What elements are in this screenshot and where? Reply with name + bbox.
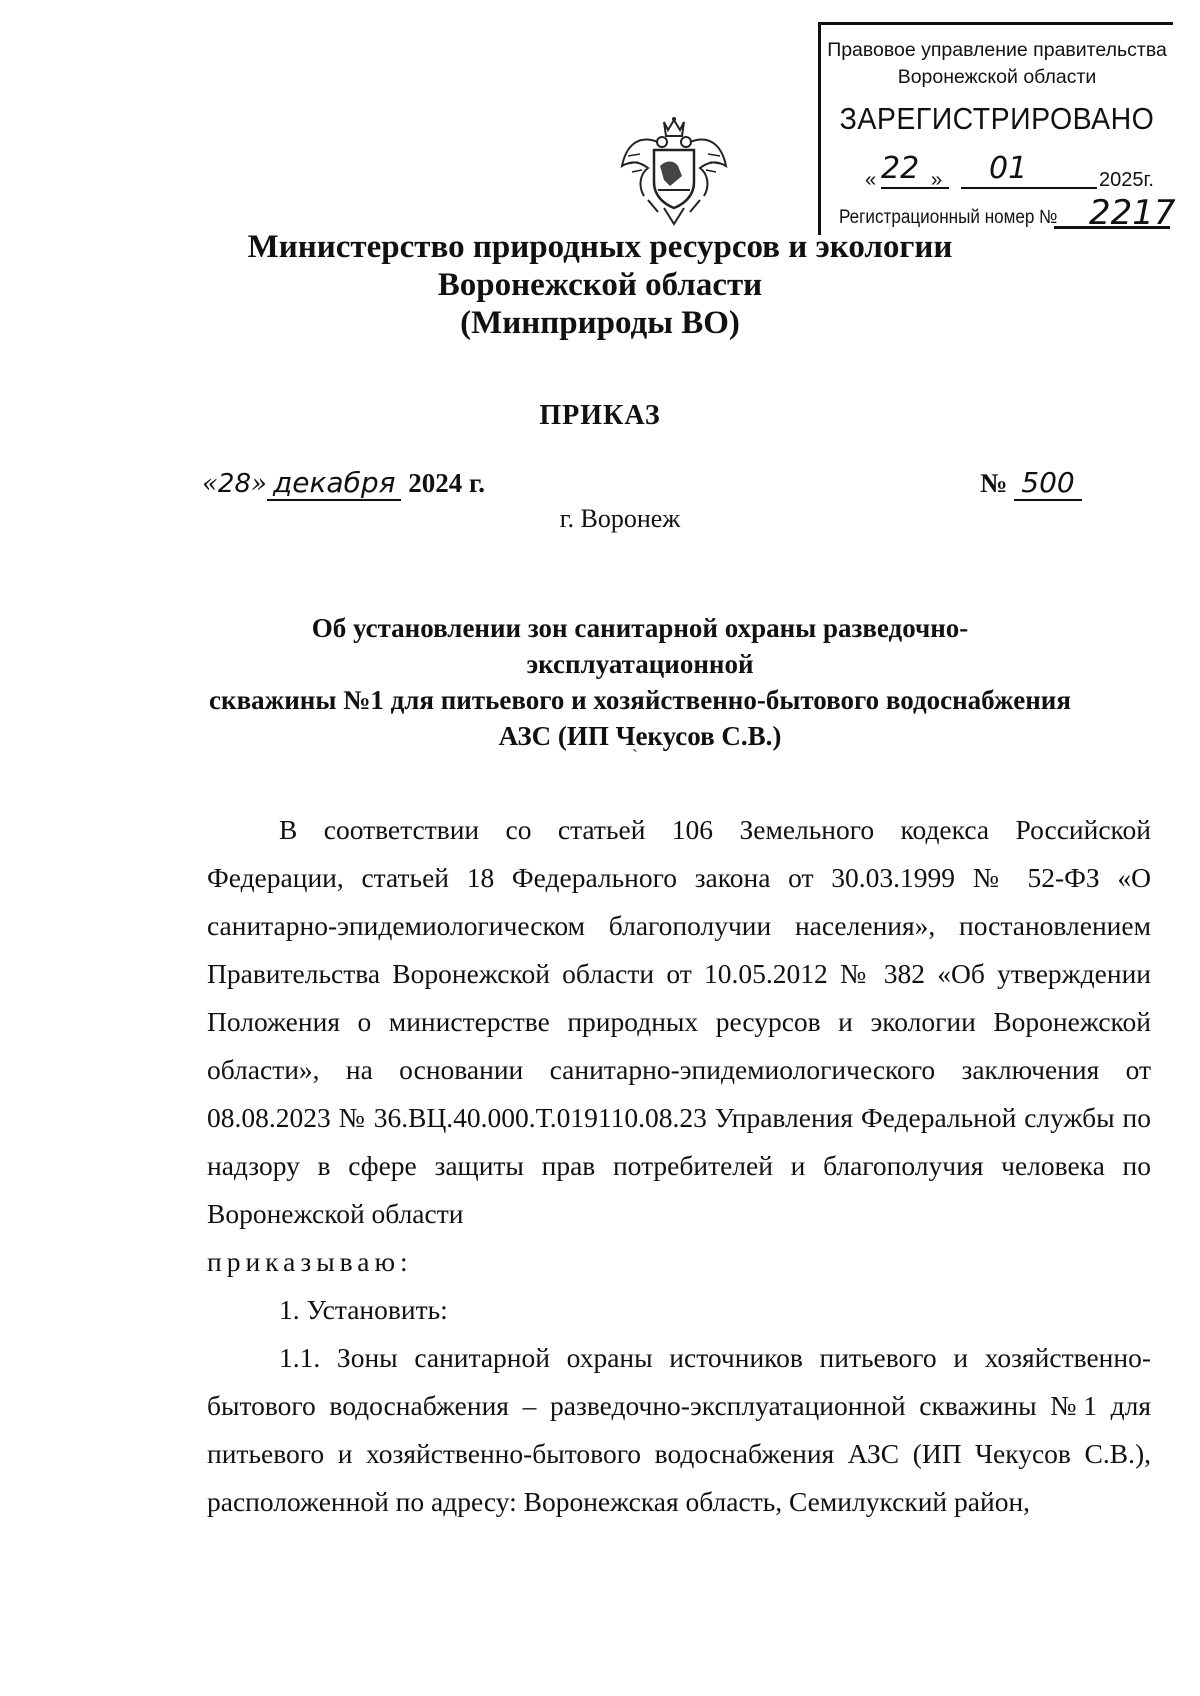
- stamp-registered-title: ЗАРЕГИСТРИРОВАНО: [839, 101, 1155, 136]
- date-year: 2024 г.: [408, 468, 485, 498]
- order-body: [207, 806, 1151, 1526]
- stamp-day-underline: [881, 187, 949, 189]
- ministry-header: [180, 228, 1020, 342]
- order-title: ПРИКАЗ: [539, 400, 661, 431]
- stamp-month: 01: [989, 151, 1028, 186]
- preamble-paragraph: В соответствии со статьей 106 Земельного кодекса Российской Федерации, статьей 18 Федерального закона от 30.03.1999 № 52-ФЗ «О санитарно-эпидемиологическом благополучии населения», постановлением Правительства Воронежской области от 10.05.2012 № 382 «Об утверждении Положения о министерстве природных ресурсов и экологии Воронежской области», на основании санитарно-эпидемиологического заключения от 08.08.2023 № 36.ВЦ.40.000.Т.019110.08.23 Управления Федеральной службы по надзору в сфере защиты прав потребителей и благополучия человека по Воронежской области: [207, 814, 1151, 1229]
- stamp-regno-value: 2217: [1089, 193, 1176, 233]
- city: г. Воронеж: [559, 504, 681, 533]
- stamp-day: 22: [881, 151, 920, 186]
- coat-of-arms-icon: [618, 116, 730, 228]
- item-1-1: 1.1. Зоны санитарной охраны источников питьевого и хозяйственно-бытового водоснабжения – разведочно-эксплуатационной скважины №1 для питьевого и хозяйственно-бытового водоснабжения АЗС (ИП Чекусов С.В.), расположенной по адресу: Воронежская область, Семилукский район,: [207, 1342, 1151, 1517]
- order-word: приказываю:: [207, 1246, 413, 1277]
- stamp-year: 2025г.: [1099, 169, 1154, 191]
- ministry-line3: (Минприроды ВО): [460, 305, 740, 341]
- stamp-org-line2: Воронежской области: [897, 66, 1097, 88]
- item-1: 1. Установить:: [279, 1294, 448, 1325]
- date-close-quote: »: [251, 469, 267, 499]
- stamp-regno-label: Регистрационный номер №: [839, 207, 1058, 228]
- stamp-date: [861, 151, 1161, 191]
- order-number: [980, 466, 1082, 501]
- subject-line3: АЗС (ИП Чекусов С.В.): [498, 721, 782, 751]
- order-date: [202, 466, 485, 506]
- stamp-bottom-rule: [1054, 226, 1170, 229]
- stamp-open-quote: «: [865, 169, 877, 191]
- number-label: №: [980, 468, 1008, 498]
- stamp-month-underline: [961, 187, 1097, 189]
- stamp-close-quote: »: [931, 169, 943, 191]
- number-value: 500: [1014, 466, 1082, 501]
- ministry-line2: Воронежской области: [437, 267, 763, 303]
- registration-stamp: [818, 22, 1176, 235]
- subject-line2: скважины №1 для питьевого и хозяйственно-бытового водоснабжения: [209, 685, 1071, 715]
- stamp-org-line1: Правовое управление правительства: [827, 39, 1167, 61]
- ministry-line1: Министерство природных ресурсов и экологии: [247, 229, 953, 265]
- stamp-organization: [821, 37, 1173, 91]
- subject-line1: Об установлении зон санитарной охраны разведочно-эксплуатационной: [311, 613, 969, 679]
- order-subject: [200, 610, 1080, 754]
- date-month: декабря: [267, 466, 402, 501]
- stray-mark: ˋ: [632, 746, 638, 766]
- date-day: 28: [217, 469, 252, 499]
- date-open-quote: «: [202, 469, 218, 499]
